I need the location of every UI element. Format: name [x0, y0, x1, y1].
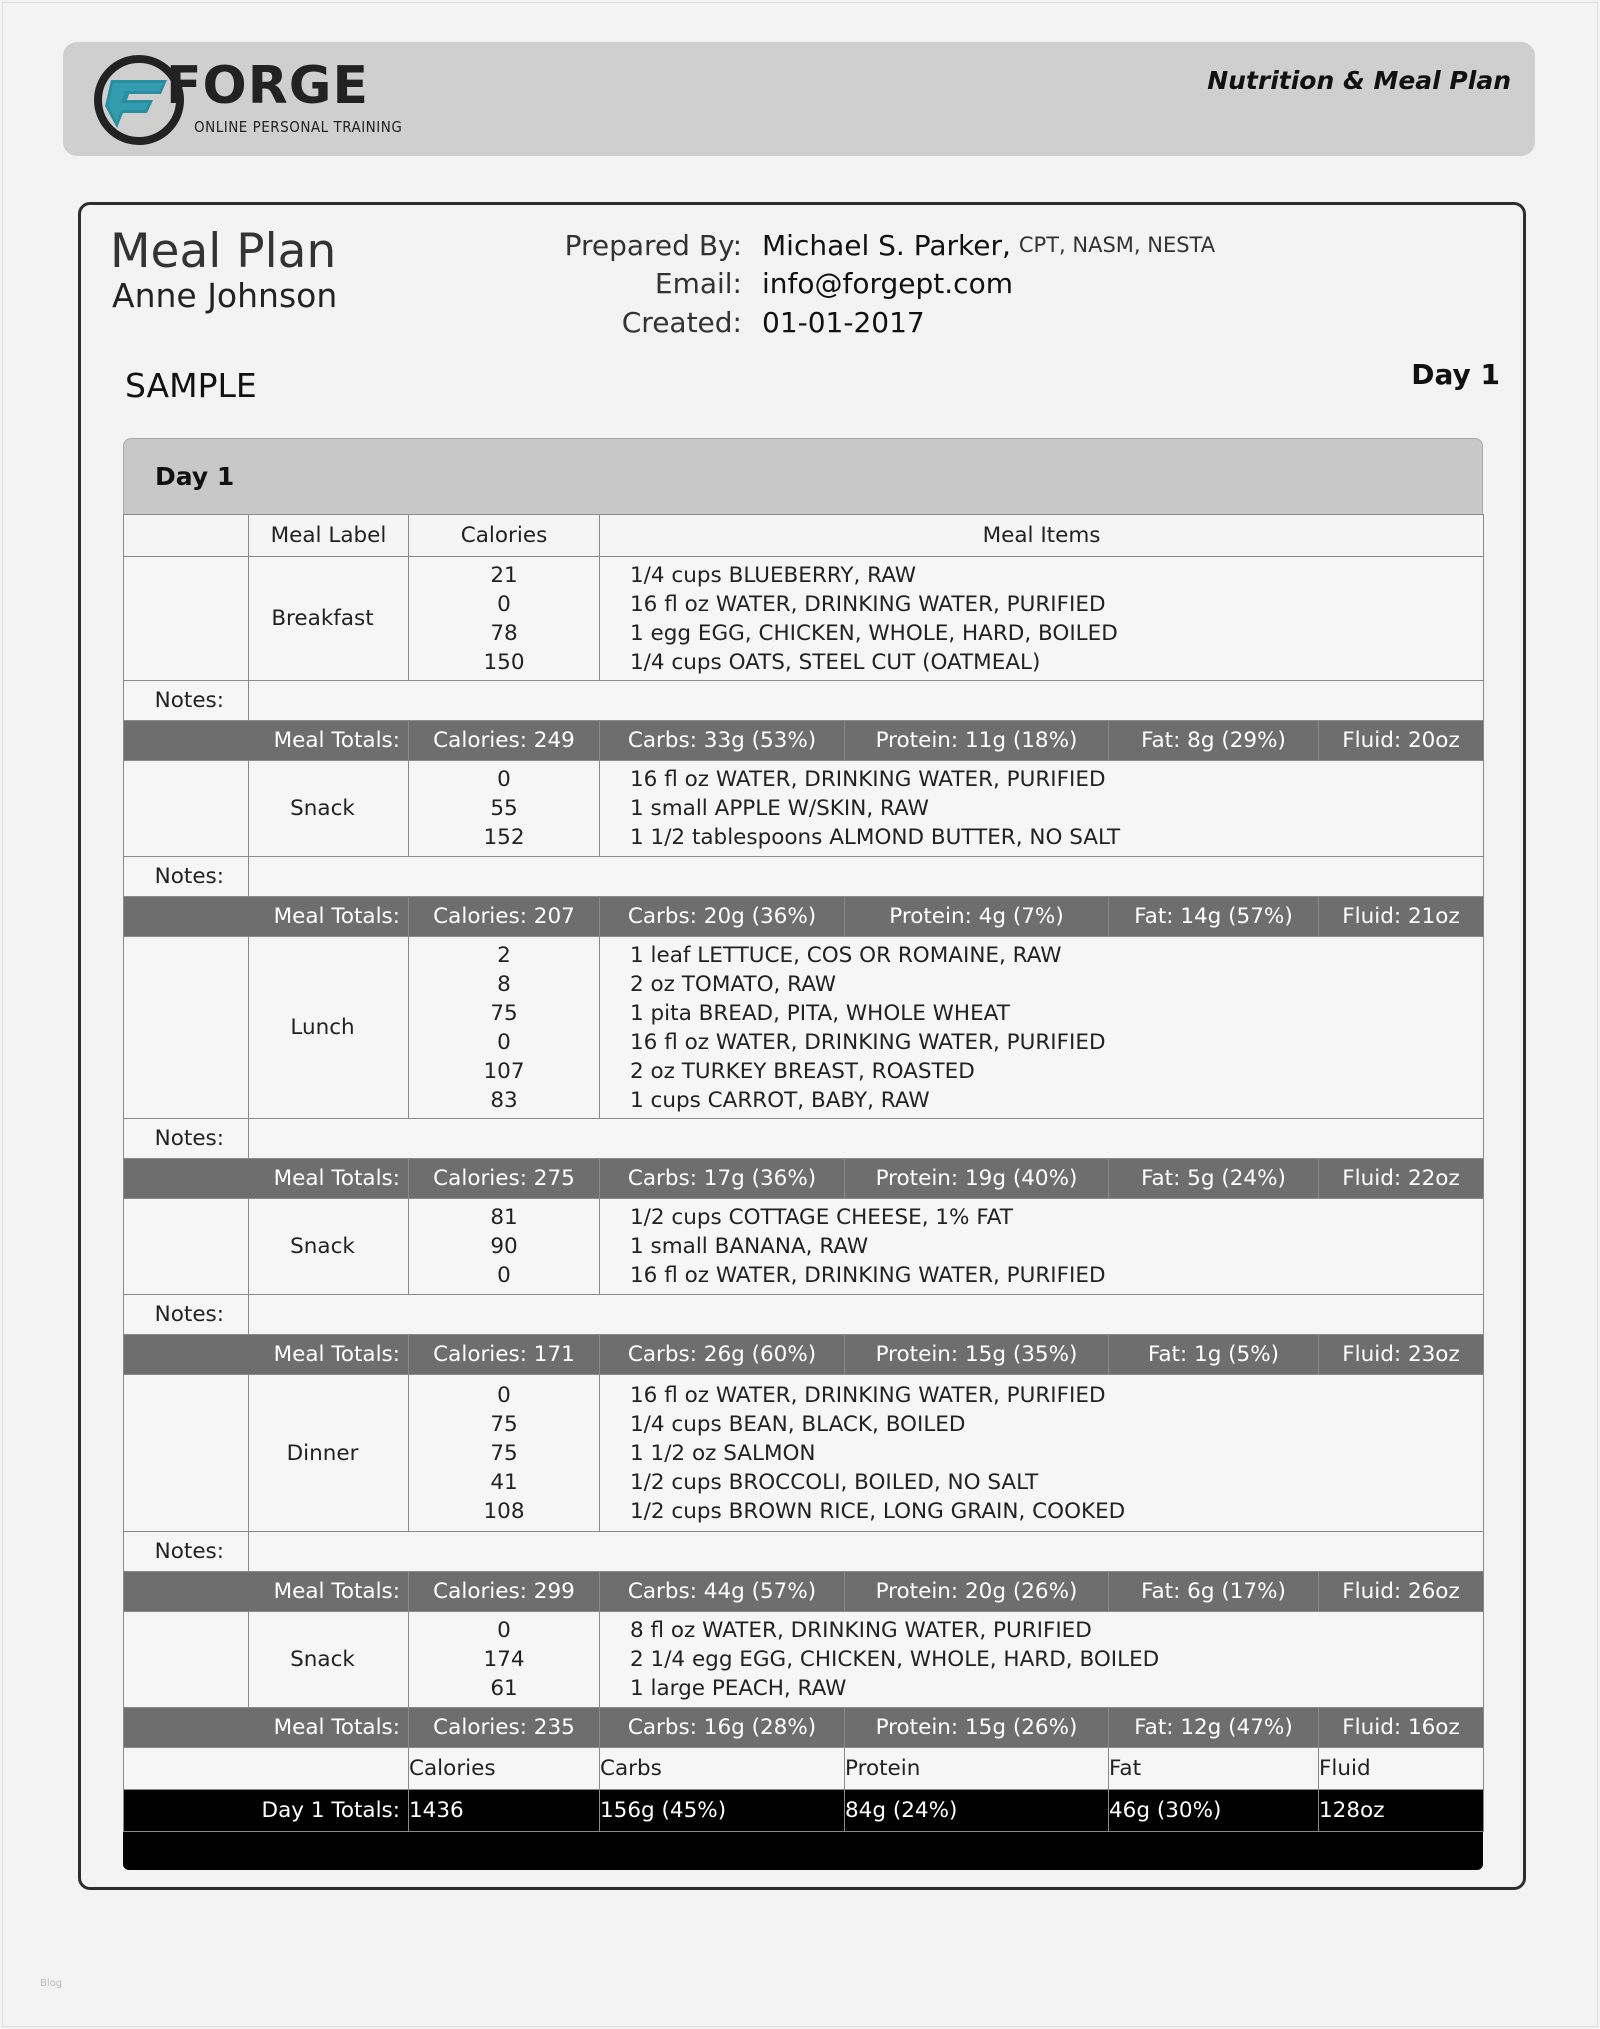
item-calories: 75: [490, 1411, 518, 1437]
meal-label: Lunch: [290, 1015, 355, 1040]
meal-item: 1 leaf LETTUCE, COS OR ROMAINE, RAW: [630, 942, 1062, 968]
meal-item: 16 fl oz WATER, DRINKING WATER, PURIFIED: [630, 1263, 1106, 1288]
item-calories: 107: [483, 1058, 525, 1084]
item-calories: 55: [490, 796, 518, 821]
meal-label: Snack: [290, 796, 355, 821]
item-calories: 0: [497, 767, 511, 792]
notes-row: [124, 1119, 1484, 1159]
meal-item: 1/2 cups BROWN RICE, LONG GRAIN, COOKED: [630, 1498, 1126, 1524]
meal-row: [124, 1612, 1484, 1708]
day-panel-title: Day 1: [123, 438, 1483, 514]
day-totals-header: Fluid: [1319, 1748, 1484, 1790]
meal-calories-cell: [409, 1199, 600, 1295]
meal-total-carbs: Carbs: 44g (57%): [600, 1572, 845, 1612]
meal-total-fluid: Fluid: 26oz: [1319, 1572, 1484, 1612]
item-calories: 0: [497, 1618, 511, 1643]
meal-totals-row: [124, 1572, 1484, 1612]
item-calories: 41: [490, 1469, 518, 1495]
item-calories: 2: [497, 942, 511, 968]
table-footer-bar: [123, 1832, 1483, 1870]
meal-totals-row: [124, 721, 1484, 761]
meal-totals-label: Meal Totals:: [124, 1335, 409, 1375]
meal-blank-cell: [124, 1199, 249, 1295]
meal-total-carbs: Carbs: 33g (53%): [600, 721, 845, 761]
item-calories: 174: [483, 1647, 525, 1672]
meal-row: [124, 1375, 1484, 1532]
meal-blank-cell: [124, 557, 249, 681]
day-totals-row: [124, 1790, 1484, 1832]
meal-blank-cell: [124, 937, 249, 1119]
meal-items-cell: [600, 1375, 1484, 1532]
meal-totals-row: [124, 1335, 1484, 1375]
header-title: Nutrition & Meal Plan: [1207, 66, 1511, 95]
item-calories: 152: [483, 825, 525, 850]
meal-item: 1 small APPLE W/SKIN, RAW: [630, 796, 929, 821]
meal-total-calories: Calories: 235: [409, 1708, 600, 1748]
meal-item: 1/4 cups OATS, STEEL CUT (OATMEAL): [630, 649, 1041, 675]
meal-total-fat: Fat: 12g (47%): [1109, 1708, 1319, 1748]
item-calories: 21: [490, 562, 518, 588]
meal-row: [124, 937, 1484, 1119]
item-calories: 0: [497, 1382, 511, 1408]
brand-name: FORGE: [166, 56, 369, 116]
created-value: 01-01-2017: [762, 305, 925, 339]
item-calories: 0: [497, 1263, 511, 1288]
day-total-value: 46g (30%): [1109, 1790, 1319, 1832]
page-title: Meal Plan: [110, 224, 337, 279]
day-totals-header: Fat: [1109, 1748, 1319, 1790]
header-meal-items: Meal Items: [600, 515, 1484, 557]
header-calories: Calories: [409, 515, 600, 557]
day-total-value: 84g (24%): [845, 1790, 1109, 1832]
meal-item: 16 fl oz WATER, DRINKING WATER, PURIFIED: [630, 767, 1106, 792]
meal-total-fat: Fat: 8g (29%): [1109, 721, 1319, 761]
meal-calories-cell: [409, 1375, 600, 1532]
item-calories: 61: [490, 1676, 518, 1701]
meal-totals-label: Meal Totals:: [124, 897, 409, 937]
meal-item: 2 oz TOMATO, RAW: [630, 971, 837, 997]
meal-item: 1/4 cups BEAN, BLACK, BOILED: [630, 1411, 966, 1437]
notes-field[interactable]: [249, 681, 1484, 721]
meal-items-cell: [600, 1199, 1484, 1295]
day-total-value: 128oz: [1319, 1790, 1484, 1832]
day-totals-header: Protein: [845, 1748, 1109, 1790]
meal-label: Breakfast: [271, 606, 374, 631]
prepared-by-value: Michael S. Parker,: [762, 228, 1011, 262]
meal-total-protein: Protein: 4g (7%): [845, 897, 1109, 937]
notes-label: Notes:: [124, 1532, 249, 1572]
notes-label: Notes:: [124, 681, 249, 721]
meal-item: 8 fl oz WATER, DRINKING WATER, PURIFIED: [630, 1618, 1092, 1643]
table-header-row: [124, 515, 1484, 557]
meal-total-calories: Calories: 275: [409, 1159, 600, 1199]
item-calories: 75: [490, 1440, 518, 1466]
created-row: [520, 303, 1215, 342]
meal-label: Dinner: [286, 1440, 359, 1466]
meal-item: 2 1/4 egg EGG, CHICKEN, WHOLE, HARD, BOILED: [630, 1647, 1160, 1672]
meal-items-cell: [600, 937, 1484, 1119]
meal-item: 16 fl oz WATER, DRINKING WATER, PURIFIED: [630, 1382, 1106, 1408]
day-totals-header: Carbs: [600, 1748, 845, 1790]
meal-item: 1 1/2 oz SALMON: [630, 1440, 816, 1466]
notes-label: Notes:: [124, 857, 249, 897]
header-banner: [63, 42, 1535, 156]
meal-label-cell: [249, 1375, 409, 1532]
meal-total-fat: Fat: 1g (5%): [1109, 1335, 1319, 1375]
meal-item: 2 oz TURKEY BREAST, ROASTED: [630, 1058, 975, 1084]
meal-total-fluid: Fluid: 23oz: [1319, 1335, 1484, 1375]
item-calories: 0: [497, 1029, 511, 1055]
prepared-by-row: [520, 226, 1215, 265]
meal-total-fat: Fat: 14g (57%): [1109, 897, 1319, 937]
sample-label: SAMPLE: [125, 366, 257, 405]
day-total-value: 156g (45%): [600, 1790, 845, 1832]
item-calories: 78: [490, 620, 518, 646]
meal-label-cell: [249, 557, 409, 681]
meal-total-fluid: Fluid: 16oz: [1319, 1708, 1484, 1748]
meal-total-calories: Calories: 249: [409, 721, 600, 761]
meal-row: [124, 1199, 1484, 1295]
meal-total-fluid: Fluid: 22oz: [1319, 1159, 1484, 1199]
notes-row: [124, 1295, 1484, 1335]
meal-label-cell: [249, 1199, 409, 1295]
meal-item: 16 fl oz WATER, DRINKING WATER, PURIFIED: [630, 591, 1106, 617]
prepared-by-credentials: CPT, NASM, NESTA: [1018, 233, 1216, 258]
meal-calories-cell: [409, 761, 600, 857]
day-total-value: 1436: [409, 1790, 600, 1832]
meal-label-cell: [249, 1612, 409, 1708]
meal-blank-cell: [124, 761, 249, 857]
meal-total-carbs: Carbs: 26g (60%): [600, 1335, 845, 1375]
watermark: Blog: [40, 1978, 63, 1989]
meal-item: 1 cups CARROT, BABY, RAW: [630, 1087, 930, 1113]
meal-total-protein: Protein: 15g (26%): [845, 1708, 1109, 1748]
notes-field[interactable]: [249, 1119, 1484, 1159]
meal-total-fat: Fat: 5g (24%): [1109, 1159, 1319, 1199]
item-calories: 90: [490, 1234, 518, 1259]
meal-total-fluid: Fluid: 21oz: [1319, 897, 1484, 937]
item-calories: 8: [497, 971, 511, 997]
meal-totals-label: Meal Totals:: [124, 721, 409, 761]
item-calories: 108: [483, 1498, 525, 1524]
notes-row: [124, 857, 1484, 897]
meal-totals-label: Meal Totals:: [124, 1708, 409, 1748]
brand-tagline: ONLINE PERSONAL TRAINING: [194, 118, 403, 136]
meal-item: 1/4 cups BLUEBERRY, RAW: [630, 562, 917, 588]
meal-total-fat: Fat: 6g (17%): [1109, 1572, 1319, 1612]
meal-total-protein: Protein: 20g (26%): [845, 1572, 1109, 1612]
meal-label: Snack: [290, 1647, 355, 1672]
email-row: [520, 265, 1215, 304]
email-label: Email:: [654, 267, 742, 301]
meal-item: 1 1/2 tablespoons ALMOND BUTTER, NO SALT: [630, 825, 1121, 850]
item-calories: 75: [490, 1000, 518, 1026]
meal-item: 1 large PEACH, RAW: [630, 1676, 847, 1701]
meal-item: 1/2 cups COTTAGE CHEESE, 1% FAT: [630, 1205, 1013, 1230]
day-totals-header-row: [124, 1748, 1484, 1790]
meal-items-cell: [600, 1612, 1484, 1708]
client-name: Anne Johnson: [112, 276, 338, 315]
meal-table: [123, 514, 1484, 1832]
meal-totals-row: [124, 897, 1484, 937]
meal-totals-label: Meal Totals:: [124, 1572, 409, 1612]
item-calories: 81: [490, 1205, 518, 1230]
meal-total-carbs: Carbs: 20g (36%): [600, 897, 845, 937]
notes-field[interactable]: [249, 857, 1484, 897]
notes-row: [124, 681, 1484, 721]
notes-field[interactable]: [249, 1532, 1484, 1572]
item-calories: 0: [497, 591, 511, 617]
meal-totals-label: Meal Totals:: [124, 1159, 409, 1199]
meal-items-cell: [600, 557, 1484, 681]
notes-field[interactable]: [249, 1295, 1484, 1335]
meal-item: 1 egg EGG, CHICKEN, WHOLE, HARD, BOILED: [630, 620, 1118, 646]
item-calories: 83: [490, 1087, 518, 1113]
meal-blank-cell: [124, 1612, 249, 1708]
day-totals-header: Calories: [409, 1748, 600, 1790]
notes-label: Notes:: [124, 1295, 249, 1335]
created-label: Created:: [621, 305, 742, 339]
meal-total-calories: Calories: 207: [409, 897, 600, 937]
meal-total-protein: Protein: 15g (35%): [845, 1335, 1109, 1375]
meal-calories-cell: [409, 937, 600, 1119]
email-value[interactable]: info@forgept.com: [762, 267, 1013, 301]
meal-row: [124, 761, 1484, 857]
meal-total-carbs: Carbs: 16g (28%): [600, 1708, 845, 1748]
meal-item: 16 fl oz WATER, DRINKING WATER, PURIFIED: [630, 1029, 1106, 1055]
meal-total-protein: Protein: 19g (40%): [845, 1159, 1109, 1199]
notes-row: [124, 1532, 1484, 1572]
meal-label-cell: [249, 937, 409, 1119]
meal-total-carbs: Carbs: 17g (36%): [600, 1159, 845, 1199]
meal-blank-cell: [124, 1375, 249, 1532]
day-totals-label: Day 1 Totals:: [124, 1790, 409, 1832]
meal-item: 1 small BANANA, RAW: [630, 1234, 869, 1259]
meal-item: 1/2 cups BROCCOLI, BOILED, NO SALT: [630, 1469, 1039, 1495]
meal-calories-cell: [409, 557, 600, 681]
meta-block: [520, 226, 1215, 342]
meal-calories-cell: [409, 1612, 600, 1708]
day-label: Day 1: [1411, 358, 1500, 391]
notes-label: Notes:: [124, 1119, 249, 1159]
meal-total-fluid: Fluid: 20oz: [1319, 721, 1484, 761]
day-totals-header-blank: [124, 1748, 409, 1790]
meal-total-protein: Protein: 11g (18%): [845, 721, 1109, 761]
meal-row: [124, 557, 1484, 681]
header-blank: [124, 515, 249, 557]
meal-items-cell: [600, 761, 1484, 857]
meal-total-calories: Calories: 171: [409, 1335, 600, 1375]
meal-totals-row: [124, 1159, 1484, 1199]
meal-label-cell: [249, 761, 409, 857]
meal-label: Snack: [290, 1234, 355, 1259]
header-meal-label: Meal Label: [249, 515, 409, 557]
meal-totals-row: [124, 1708, 1484, 1748]
prepared-by-label: Prepared By:: [564, 228, 742, 262]
meal-total-calories: Calories: 299: [409, 1572, 600, 1612]
item-calories: 150: [483, 649, 525, 675]
meal-item: 1 pita BREAD, PITA, WHOLE WHEAT: [630, 1000, 1010, 1026]
day-panel: [123, 438, 1483, 1870]
